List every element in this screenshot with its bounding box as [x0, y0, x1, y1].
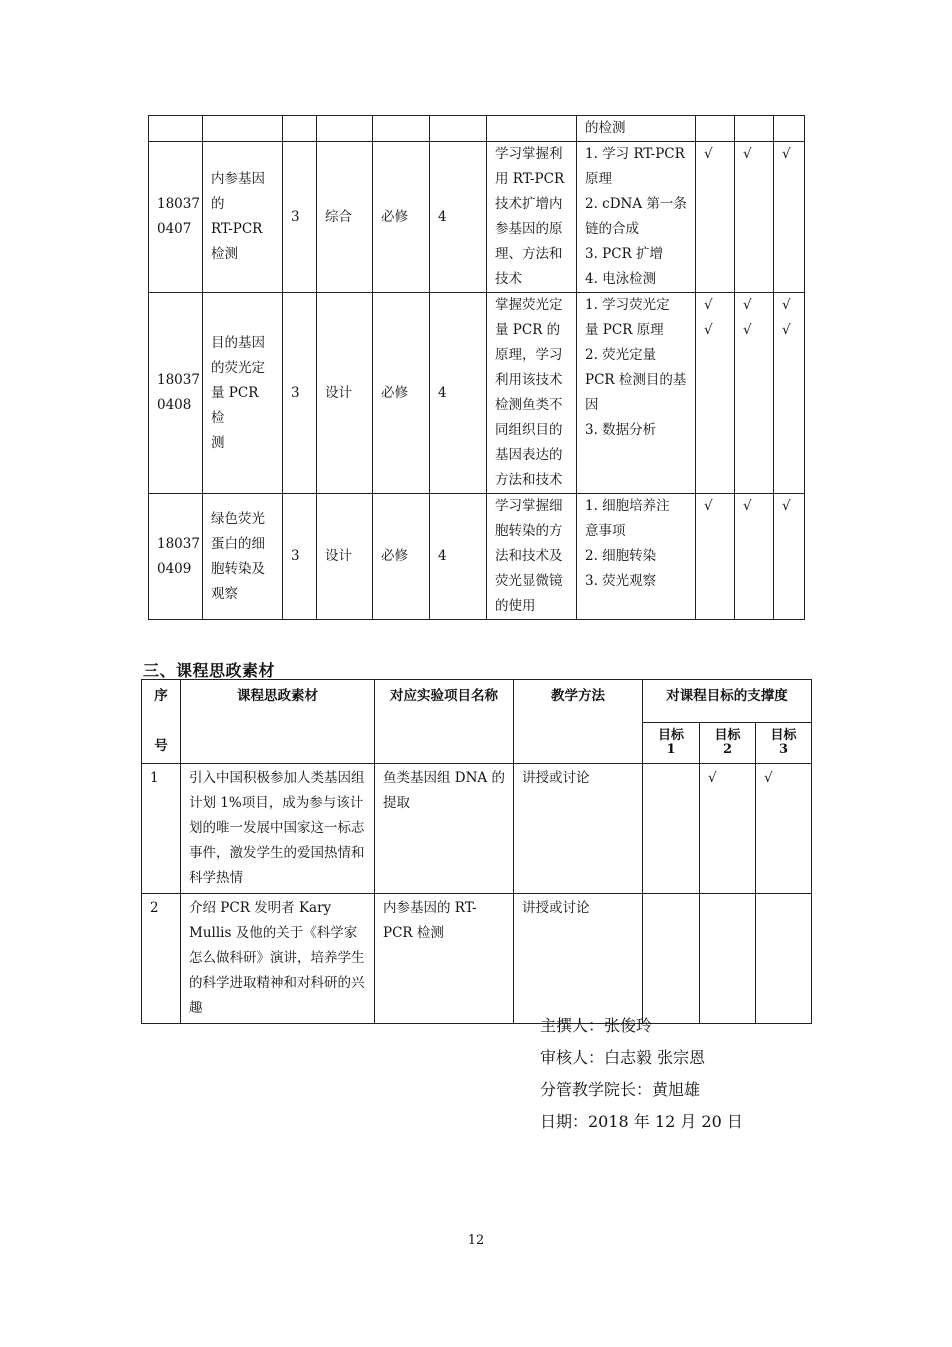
author-line: 主撰人：张俊玲 — [540, 1016, 653, 1035]
page-number: 12 — [467, 1233, 485, 1248]
project-objective: 学习掌握细 胞转染的方 法和技术及 荧光显微镜 的使用 — [487, 494, 577, 620]
project-objective: 掌握荧光定 量 PCR 的 原理，学习 利用该技术 检测鱼类不 同组织目的 基因表达的 方法和技术 — [487, 293, 577, 494]
header-row — [142, 680, 812, 723]
content-cell: 的检测 — [577, 116, 696, 142]
goal3-check: √ — [774, 142, 805, 293]
project-content: 1. 学习荧光定 量 PCR 原理 2. 荧光定量 PCR 检测目的基 因 3. 数据分析 — [577, 293, 696, 494]
experiment-projects-table — [148, 115, 805, 620]
goal2-check — [700, 894, 756, 1024]
project-type: 综合 — [317, 142, 373, 293]
row-method: 讲授或讨论 — [514, 764, 643, 894]
header-seq: 序 号 — [142, 680, 181, 764]
row-material: 介绍 PCR 发明者 Kary Mullis 及他的关于《科学家怎么做科研》演讲，培养学生的科学进取精神和对科研的兴趣 — [181, 894, 375, 1024]
goal1-check — [643, 894, 700, 1024]
goal1-check: √ — [696, 142, 735, 293]
project-name: 目的基因 的荧光定 量 PCR 检 测 — [203, 293, 283, 494]
project-required: 必修 — [373, 293, 430, 494]
project-name: 内参基因 的 RT-PCR 检测 — [203, 142, 283, 293]
project-code: 18037 0408 — [149, 293, 203, 494]
dean-line: 分管教学院长：黄旭雄 — [540, 1080, 701, 1099]
goal1-check: √ √ — [696, 293, 735, 494]
project-content: 1. 细胞培养注 意事项 2. 细胞转染 3. 荧光观察 — [577, 494, 696, 620]
header-goal2: 目标 2 — [700, 722, 756, 763]
goal2-check: √ √ — [735, 293, 774, 494]
project-hours: 3 — [283, 142, 317, 293]
project-group: 4 — [430, 142, 487, 293]
table-row — [149, 494, 805, 620]
date-line: 日期：2018 年 12 月 20 日 — [540, 1112, 743, 1131]
table-row — [142, 764, 812, 894]
signature-block — [540, 1010, 743, 1138]
row-project: 鱼类基因组 DNA 的提取 — [375, 764, 514, 894]
goal2-check: √ — [700, 764, 756, 894]
project-objective: 学习掌握利 用 RT-PCR 技术扩增内 参基因的原 理、方法和 技术 — [487, 142, 577, 293]
goal3-check: √ — [756, 764, 812, 894]
goal3-check: √ √ — [774, 293, 805, 494]
project-group: 4 — [430, 293, 487, 494]
row-method: 讲授或讨论 — [514, 894, 643, 1024]
header-goal1: 目标 1 — [643, 722, 700, 763]
header-support: 对课程目标的支撑度 — [643, 680, 812, 723]
row-material: 引入中国积极参加人类基因组计划 1%项目，成为参与该计划的唯一发展中国家这一标志事件，激发学生的爱国热情和科学热情 — [181, 764, 375, 894]
project-type: 设计 — [317, 494, 373, 620]
table-row — [149, 293, 805, 494]
project-type: 设计 — [317, 293, 373, 494]
header-goal3: 目标 3 — [756, 722, 812, 763]
project-name: 绿色荧光 蛋白的细 胞转染及 观察 — [203, 494, 283, 620]
reviewer-line: 审核人：白志毅 张宗恩 — [540, 1048, 706, 1067]
row-seq: 2 — [142, 894, 181, 1024]
goal3-check — [756, 894, 812, 1024]
header-method: 教学方法 — [514, 680, 643, 764]
project-code: 18037 0407 — [149, 142, 203, 293]
section-heading: 三、课程思政素材 — [143, 661, 276, 680]
continuation-row — [149, 116, 805, 142]
project-group: 4 — [430, 494, 487, 620]
project-content: 1. 学习 RT-PCR 原理 2. cDNA 第一条 链的合成 3. PCR 扩增 4. 电泳检测 — [577, 142, 696, 293]
header-material: 课程思政素材 — [181, 680, 375, 764]
goal1-check: √ — [696, 494, 735, 620]
table-row — [149, 142, 805, 293]
project-code: 18037 0409 — [149, 494, 203, 620]
table-row — [142, 894, 812, 1024]
project-required: 必修 — [373, 494, 430, 620]
goal1-check — [643, 764, 700, 894]
ideology-materials-table — [141, 679, 812, 1024]
row-seq: 1 — [142, 764, 181, 894]
header-project: 对应实验项目名称 — [375, 680, 514, 764]
goal2-check: √ — [735, 142, 774, 293]
project-hours: 3 — [283, 494, 317, 620]
goal3-check: √ — [774, 494, 805, 620]
goal2-check: √ — [735, 494, 774, 620]
project-required: 必修 — [373, 142, 430, 293]
project-hours: 3 — [283, 293, 317, 494]
row-project: 内参基因的 RT-PCR 检测 — [375, 894, 514, 1024]
